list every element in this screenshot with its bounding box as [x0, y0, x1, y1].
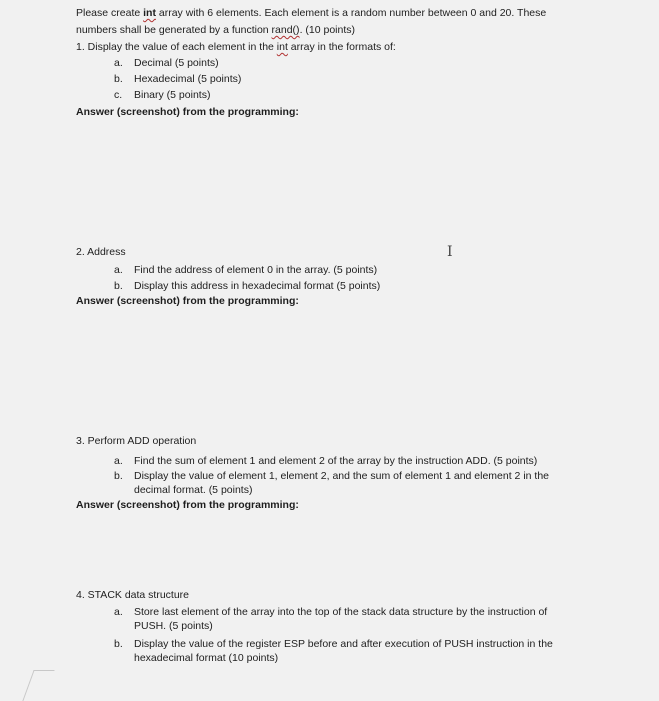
q2-sub-b-marker: b.: [114, 280, 123, 292]
q3-sub-b-text: Display the value of element 1, element 2, and the sum of element 1 and element 2 in the: [134, 470, 550, 482]
q1-sub-b-marker: b.: [114, 73, 123, 85]
q1-intro-text-b: array with 6 elements. Each element is a random number between 0 and 20. These: [155, 7, 547, 19]
q3-sub-a-text: Find the sum of element 1 and element 2 of the array by the instruction ADD. (5 points): [134, 455, 538, 467]
q4-sub-a-text-cont: PUSH. (5 points): [134, 620, 213, 632]
q1-intro-line2: [76, 23, 355, 37]
q3-heading: 3. Perform ADD operation: [76, 435, 197, 447]
q4-sub-b-marker: b.: [114, 638, 123, 650]
q1-intro-text-a: Please create: [76, 7, 144, 19]
q4-sub-a-marker: a.: [114, 606, 123, 618]
q1-item-int: int: [276, 41, 288, 53]
q1-intro2-text-b: . (10 points): [299, 24, 356, 36]
q3-sub-a-marker: a.: [114, 455, 123, 467]
q1-item-text-b: array in the formats of:: [287, 41, 396, 53]
q1-intro-int: int: [143, 7, 156, 19]
q3-sub-b-text-cont: decimal format. (5 points): [134, 484, 253, 496]
text-cursor-icon: I: [447, 244, 453, 260]
q1-sub-b-text: Hexadecimal (5 points): [134, 73, 242, 85]
q4-sub-a-text: Store last element of the array into the top of the stack data structure by the instruction of: [134, 606, 548, 618]
q1-item: [76, 40, 396, 54]
q1-sub-a-marker: a.: [114, 57, 123, 69]
q1-intro2-rand: rand(): [271, 24, 300, 36]
q1-intro-line1: [76, 6, 546, 20]
q4-heading: 4. STACK data structure: [76, 589, 190, 601]
q1-intro2-text-a: numbers shall be generated by a function: [76, 24, 272, 36]
q1-item-text-a: 1. Display the value of each element in the: [76, 41, 277, 53]
q1-sub-c-marker: c.: [114, 89, 123, 101]
q2-sub-b-text: Display this address in hexadecimal format (5 points): [134, 280, 381, 292]
q4-sub-b-text-cont: hexadecimal format (10 points): [134, 652, 279, 664]
page-corner-decoration: [22, 670, 54, 701]
q2-sub-a-text: Find the address of element 0 in the array. (5 points): [134, 264, 378, 276]
q3-sub-b-marker: b.: [114, 470, 123, 482]
q3-answer-label: Answer (screenshot) from the programming:: [76, 499, 299, 511]
q1-sub-a-text: Decimal (5 points): [134, 57, 219, 69]
q1-answer-label: Answer (screenshot) from the programming:: [76, 106, 299, 118]
q2-heading: 2. Address: [76, 246, 126, 258]
q2-answer-label: Answer (screenshot) from the programming:: [76, 295, 299, 307]
q4-sub-b-text: Display the value of the register ESP before and after execution of PUSH instruction in the: [134, 638, 553, 650]
q1-sub-c-text: Binary (5 points): [134, 89, 211, 101]
q2-sub-a-marker: a.: [114, 264, 123, 276]
